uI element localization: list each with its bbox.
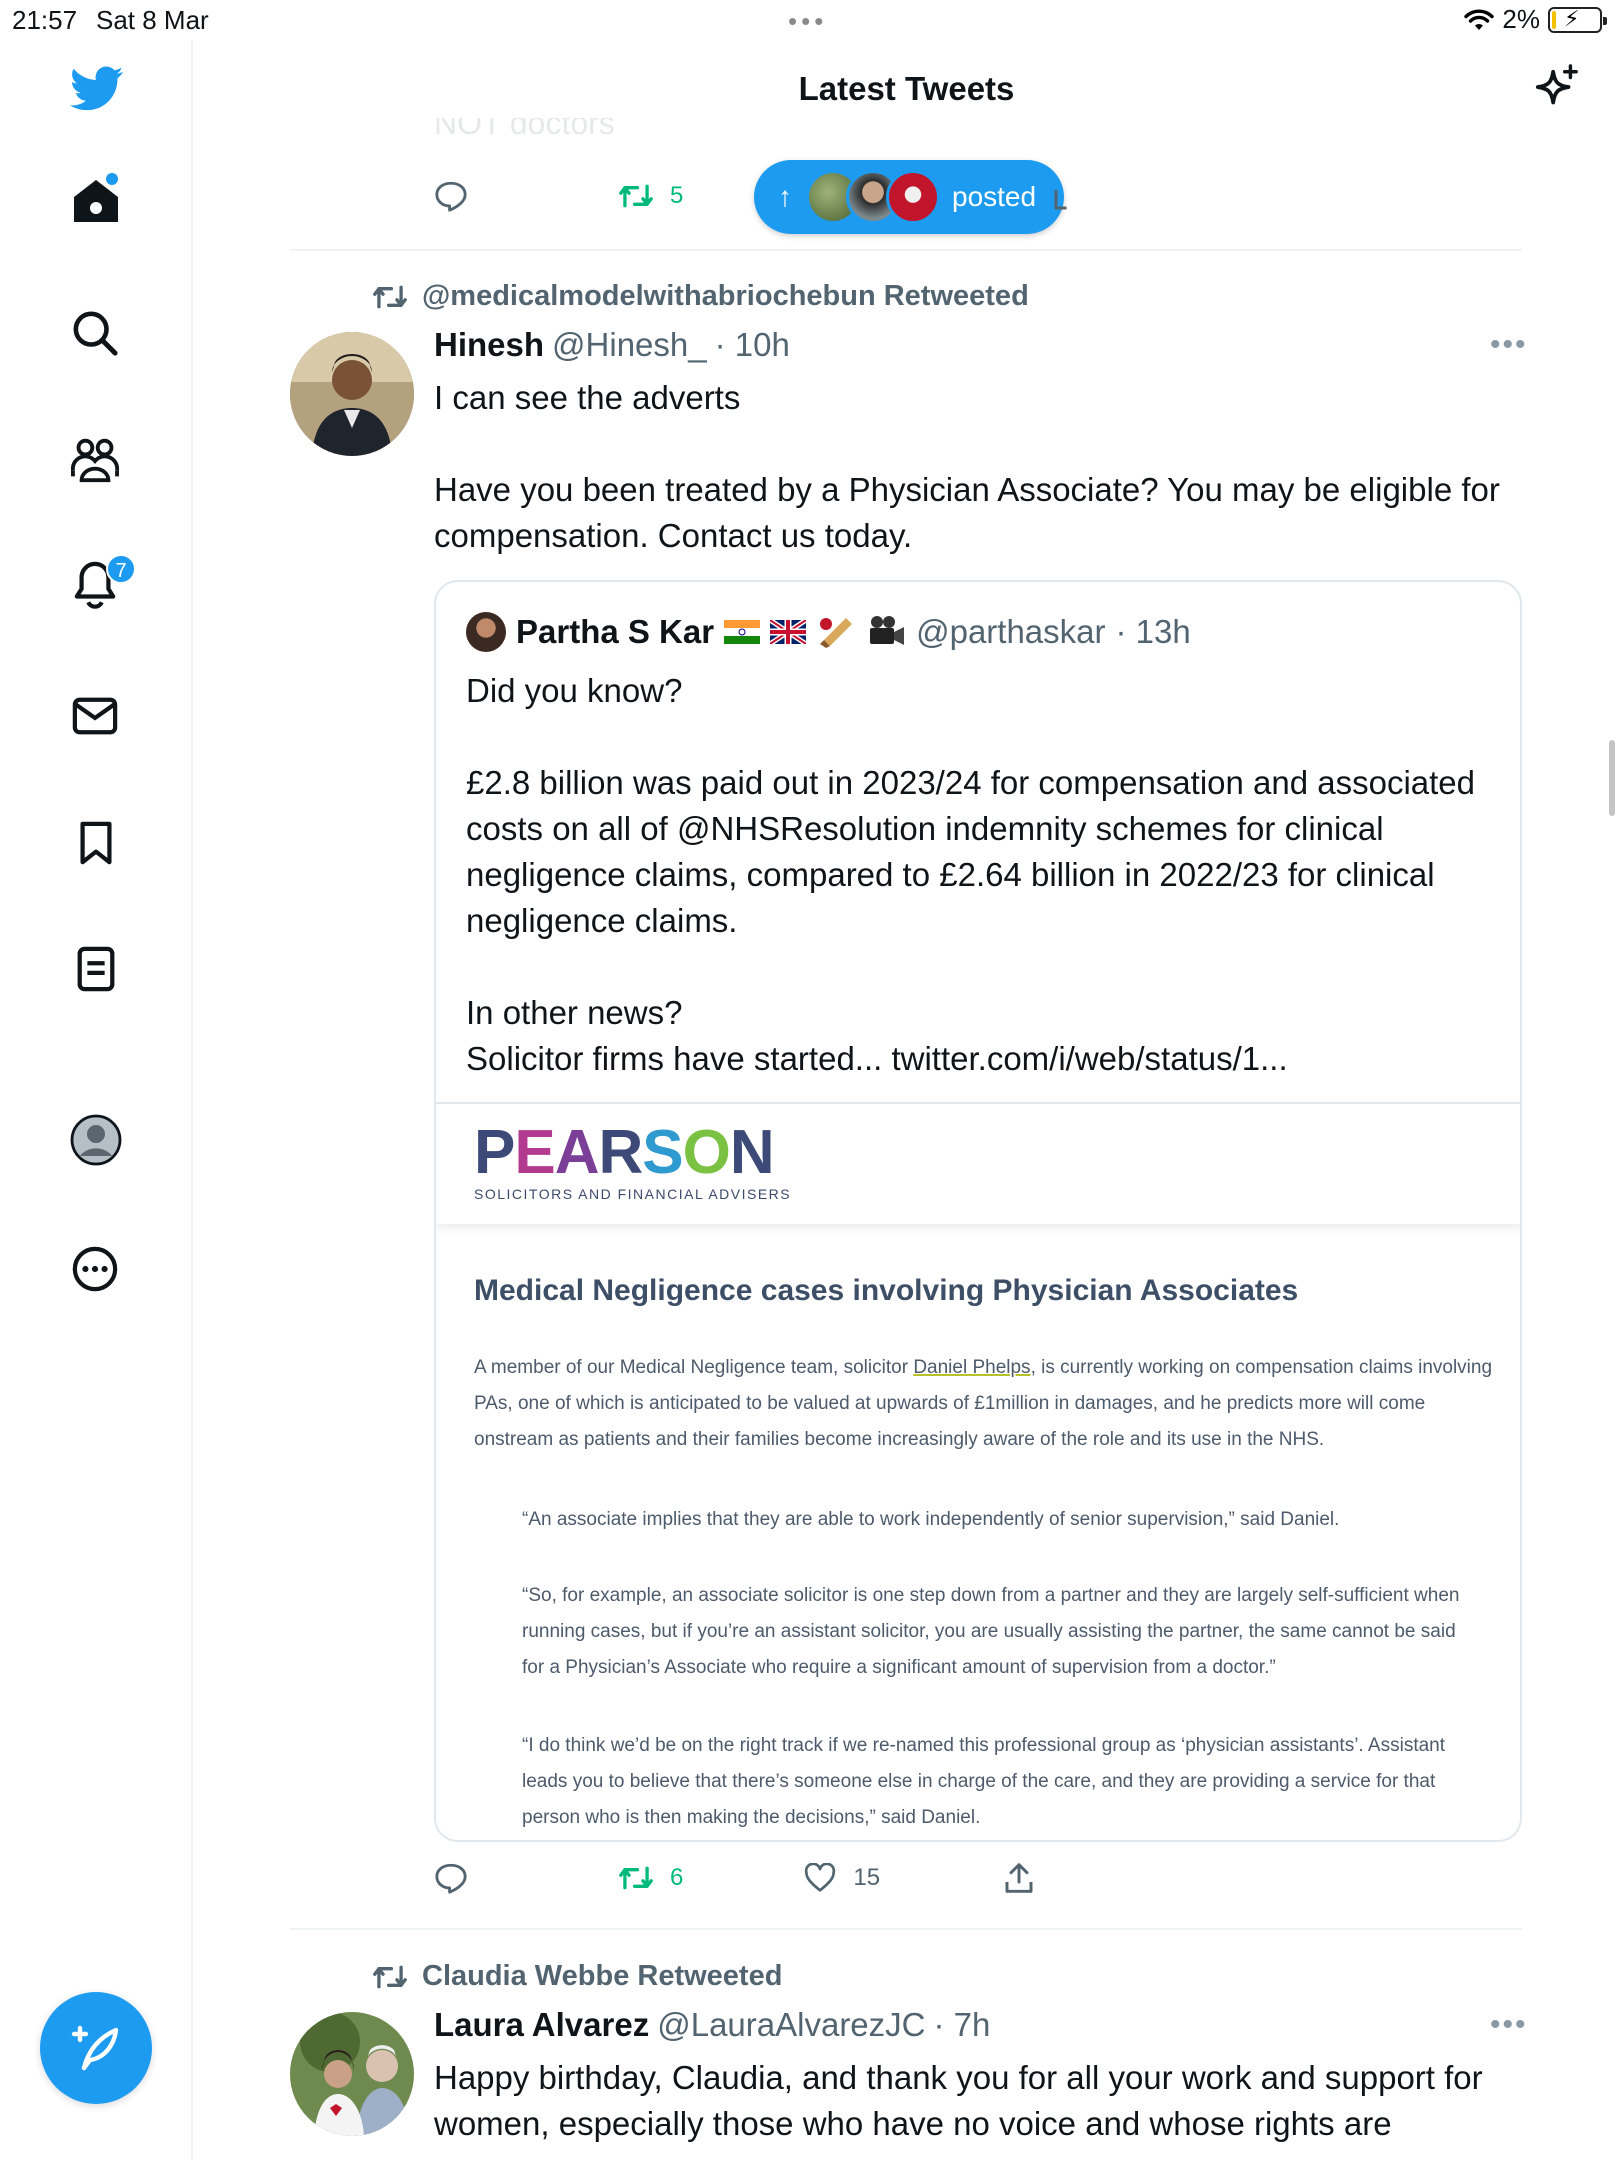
tweet-time[interactable]: · 7h [933,2006,991,2043]
share-button[interactable] [1004,1862,1034,1894]
previous-tweet-actions [434,180,683,212]
wifi-icon [1464,8,1494,32]
home-unread-dot [106,173,118,185]
scrollbar[interactable] [1609,740,1615,816]
avatar[interactable] [290,2012,414,2136]
tweet-more-menu-icon[interactable]: ••• [1490,2008,1528,2041]
cricket-icon [816,614,856,650]
retweeted-by-text[interactable]: @medicalmodelwithabriochebun Retweeted [422,280,1029,312]
tweet-time[interactable]: · 10h [714,326,790,363]
like-count: 15 [853,1864,881,1891]
author-handle[interactable]: @Hinesh_ [552,326,707,363]
tweet-header [434,2006,990,2044]
retweet-button[interactable] [618,1864,683,1892]
timeline-header [193,40,1620,140]
author-name[interactable]: Laura Alvarez [434,2006,650,2043]
heart-icon [803,1863,837,1893]
bookmarks-icon[interactable] [78,820,114,866]
logo-word: PEARSON [474,1118,774,1187]
avatar [886,170,940,224]
date: Sat 8 Mar [96,5,209,35]
page-title: Latest Tweets [798,70,1015,107]
quoted-tweet-time: · 13h [1115,613,1191,650]
compose-tweet-button[interactable] [40,1992,152,2104]
reply-bubble-icon [434,180,468,212]
quoted-tweet[interactable] [434,580,1522,1842]
reply-button[interactable] [434,1862,468,1894]
status-bar [0,0,1620,40]
tweet-divider [290,1928,1522,1930]
film-camera-icon [866,614,906,650]
multitasking-dots-icon[interactable]: ••• [788,6,828,36]
avatar [466,612,506,652]
article-paragraph: A member of our Medical Negligence team, solicitor Daniel Phelps, is currently working on compensation claims involving PAs, one of which is anticipated to be valued at upwards of £1million in damages, and he predicts more will come onstream as patients and their families become increasingly aware of the role and its use in the NHS. [474,1357,1493,1450]
retweeted-by-line [372,1960,782,1993]
like-button[interactable] [803,1863,880,1893]
tweet-header [434,326,790,364]
clock: 21:57 [12,5,78,35]
twitter-logo-icon[interactable] [70,66,124,112]
communities-icon[interactable] [70,438,120,484]
avatar[interactable] [290,332,414,456]
author-handle[interactable]: @LauraAlvarezJC [657,2006,926,2043]
battery-percent: 2% [1502,4,1540,34]
quoted-tweet-header [466,612,1191,652]
share-upload-icon [1004,1862,1034,1894]
quoted-author-handle: @parthaskar [916,613,1106,650]
arrow-up-icon: ↑ [778,181,792,212]
tweet-more-menu-icon[interactable]: ••• [1490,328,1528,361]
retweet-button[interactable] [618,182,683,210]
new-tweets-pill-button[interactable] [754,160,1064,234]
more-options-icon[interactable] [72,1246,118,1292]
messages-envelope-icon[interactable] [72,696,118,736]
search-icon[interactable] [72,310,118,356]
quoted-tweet-text: Did you know? £2.8 billion was paid out in 2023/24 for compensation and associated costs on all of @NHSResolution indemnity schemes for clinical negligence claims, compared to £2.64 billion in 2022/23 for clinical negligence claims. In other news? Solicitor firms have started... twitter.com/i/web/status/1... [466,672,1476,1077]
quoted-tweet-image[interactable] [436,1102,1522,1842]
share-icon[interactable] [1048,184,1070,214]
reply-bubble-icon [434,1862,468,1894]
retweet-count: 5 [670,182,684,209]
tweet-text: I can see the adverts Have you been treated by a Physician Associate? You may be eligible for compensation. Contact us today. [434,379,1500,554]
retweet-icon [618,182,654,210]
pearson-logo [474,1118,792,1202]
sparkle-icon[interactable] [1534,64,1580,114]
notifications-badge: 7 [106,554,136,584]
status-right [1464,4,1602,35]
profile-avatar-icon[interactable] [70,1114,122,1166]
retweet-small-icon [372,1963,408,1991]
retweeted-by-text[interactable]: Claudia Webbe Retweeted [422,1960,783,1992]
quoted-author-name: Partha S Kar [516,613,715,650]
retweet-small-icon [372,283,408,311]
retweet-icon [618,1864,654,1892]
new-posts-avatars [806,170,940,224]
retweeted-by-line [372,280,1029,313]
posted-label: posted [952,181,1037,212]
article-quote-2: “So, for example, an associate solicitor is one step down from a partner and they are largely self-sufficient when running cases, but if you’re an assistant solicitor, you are usually assisting the partner, the same cannot be said for a Physician’s Associate who require a significant amount of supervision from a doctor.” [522,1585,1460,1678]
article-quote-1: “An associate implies that they are able to work independently of senior supervision,” said Daniel. [522,1509,1340,1530]
compose-feather-icon [70,2022,122,2074]
article-link: Daniel Phelps [913,1357,1031,1378]
author-name[interactable]: Hinesh [434,326,545,363]
tweet-actions [434,1862,1034,1894]
battery-icon: ⚡ [1548,7,1602,33]
article-quote-3: “I do think we’d be on the right track if we re-named this professional group as ‘physician assistants’. Assistant leads you to believe that there’s someone else in charge of the care, and they are providing a service for that person who is then making the decisions,” said Daniel. [522,1735,1446,1828]
retweet-count: 6 [670,1864,684,1891]
tweet-divider [290,249,1522,251]
article-title: Medical Negligence cases involving Physician Associates [474,1274,1299,1307]
india-flag-icon [724,620,760,644]
logo-subtitle: SOLICITORS AND FINANCIAL ADVISERS [474,1186,792,1202]
tweet-text: Happy birthday, Claudia, and thank you for all your work and support for women, especially those who have no voice and whose rights are [434,2059,1483,2142]
reply-button[interactable] [434,180,468,212]
pearson-header-band [436,1104,1522,1224]
lists-icon[interactable] [76,946,116,992]
sidebar [0,40,193,2160]
uk-flag-icon [770,620,806,644]
